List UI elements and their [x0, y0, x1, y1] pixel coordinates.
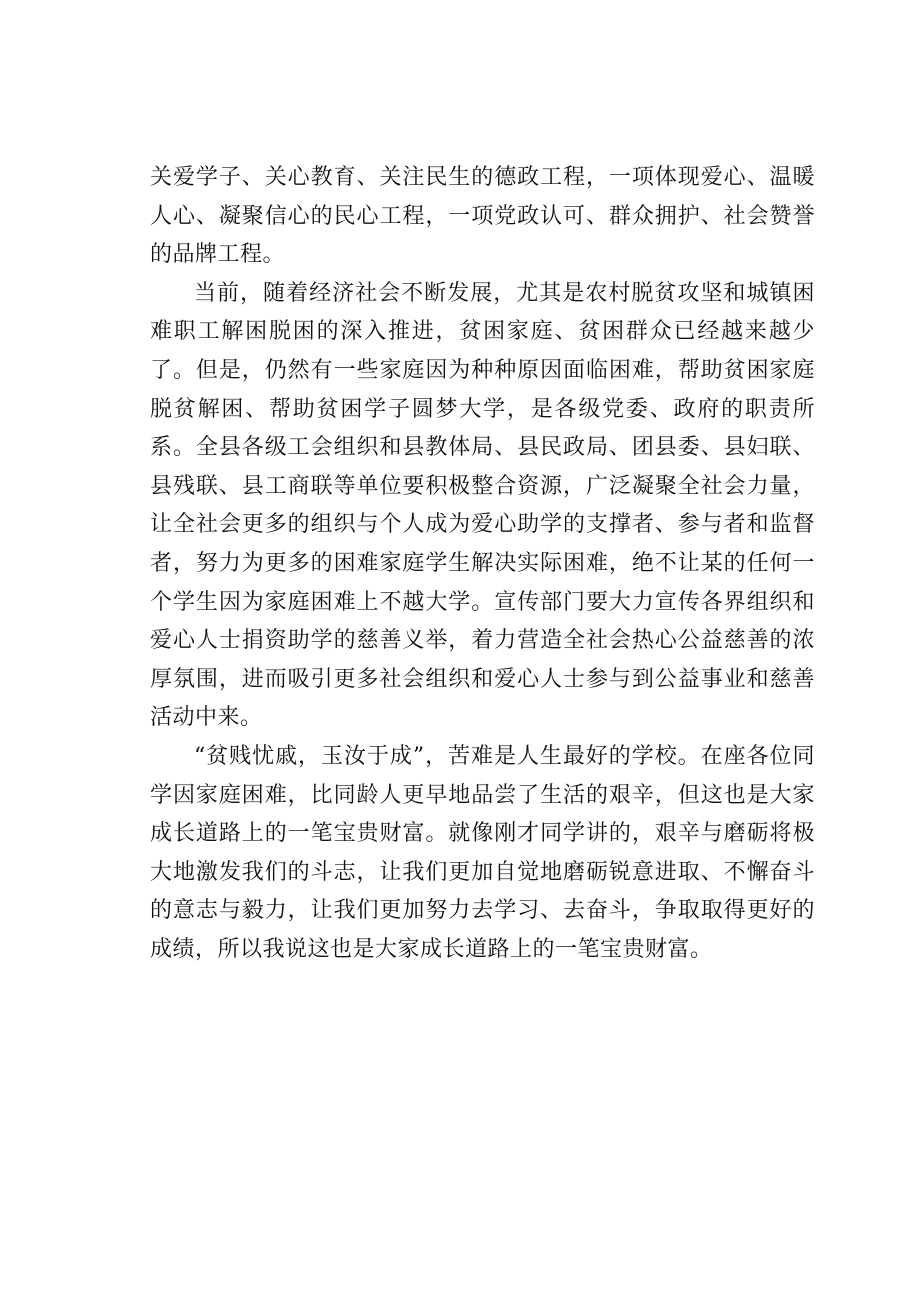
paragraph-continuation: 关爱学子、关心教育、关注民生的德政工程，一项体现爱心、温暖人心、凝聚信心的民心工程，一项党政认可、群众拥护、社会赞誉的品牌工程。 — [150, 165, 815, 268]
paragraph-hardship: “贫贱忧戚，玉汝于成”，苦难是人生最好的学校。在座各位同学因家庭困难，比同龄人更早地品尝了生活的艰辛，但这也是大家成长道路上的一笔宝贵财富。就像刚才同学讲的，艰辛与磨砺将极大地激发我们的斗志，让我们更加自觉地磨砺锐意进取、不懈奋斗的意志与毅力，让我们更加努力去学习、去奋斗，争取取得更好的成绩，所以我说这也是大家成长道路上的一笔宝贵财富。 — [150, 743, 815, 962]
document-body — [150, 159, 815, 969]
paragraph-current-situation: 当前，随着经济社会不断发展，尤其是农村脱贫攻坚和城镇困难职工解困脱困的深入推进，贫困家庭、贫困群众已经越来越少了。但是，仍然有一些家庭因为种种原因面临困难，帮助贫困家庭脱贫解困、帮助贫困学子圆梦大学，是各级党委、政府的职责所系。全县各级工会组织和县教体局、县民政局、团县委、县妇联、县残联、县工商联等单位要积极整合资源，广泛凝聚全社会力量，让全社会更多的组织与个人成为爱心助学的支撑者、参与者和监督者，努力为更多的困难家庭学生解决实际困难，绝不让某的任何一个学生因为家庭困难上不越大学。宣传部门要大力宣传各界组织和爱心人士捐资助学的慈善义举，着力营造全社会热心公益慈善的浓厚氛围，进而吸引更多社会组织和爱心人士参与到公益事业和慈善活动中来。 — [150, 280, 815, 731]
